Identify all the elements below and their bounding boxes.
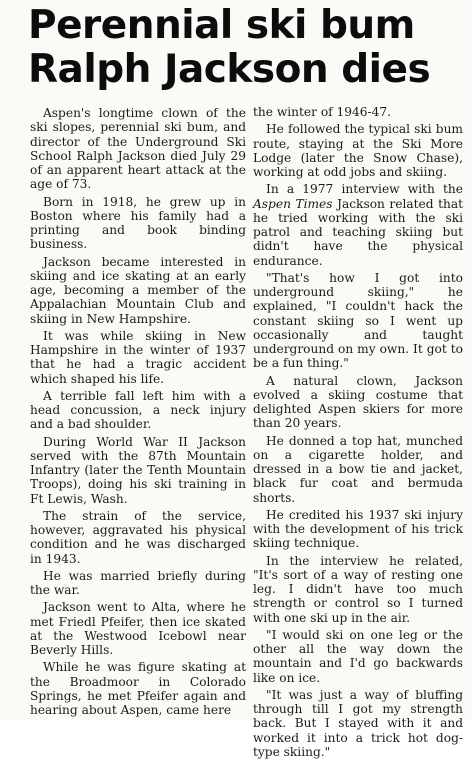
paragraph: It was while skiing in New Hampshire in the winter of 1937 that he had a tragic accident which shaped his life. [30,328,246,386]
paragraph: Jackson became interested in skiing and ice skating at an early age, becoming a member of the Appalachian Mountain Club and skiing in New Hampshire. [30,254,246,326]
paragraph: He was married briefly during the war. [30,568,246,597]
paragraph: "I would ski on one leg or the other all the way down the mountain and I'd go backwards like on ice. [253,627,463,685]
paragraph-continuation: the winter of 1946-47. [253,105,392,119]
paragraph: Aspen's longtime clown of the ski slopes, perennial ski bum, and director of the Underground Ski School Ralph Jackson died July 29 of an apparent heart attack at the age of 73. [30,106,246,192]
paragraph: During World War II Jackson served with the 87th Mountain Infantry (later the Tenth Mountain Troops), doing his ski training in Ft Lewis, Wash. [30,434,246,506]
paragraph: He followed the typical ski bum route, staying at the Ski More Lodge (later the Snow Chase), working at odd jobs and skiing. [253,122,463,179]
left-column [30,106,246,720]
paragraph: A terrible fall left him with a head concussion, a neck injury and a bad shoulder. [30,388,246,432]
paragraph: "That's how I got into underground skiing," he explained, "I couldn't hack the constant skiing so I went up occasionally and taught underground on my own. It got to be a fun thing." [253,270,463,371]
interview-text-before: In a 1977 interview with the [266,182,463,197]
paragraph: "It was just a way of bluffing through till I got my strength back. But I stayed with it and worked it into a trick hot dog-type skiing." [253,687,463,759]
paragraph: He credited his 1937 ski injury with the development of his trick skiing technique. [253,507,463,551]
paragraph: Jackson went to Alta, where he met Friedl Pfeifer, then ice skated at the Westwood Icebowl near Beverly Hills. [30,600,246,657]
right-column [253,105,463,762]
headline-line-2: Ralph Jackson dies [28,47,431,92]
paragraph: He donned a top hat, munched on a cigarette holder, and dressed in a bow tie and jacket, black fur coat and bermuda shorts. [253,433,463,505]
paragraph: Born in 1918, he grew up in Boston where his family had a printing and book binding business. [30,194,246,252]
paragraph: A natural clown, Jackson evolved a skiing costume that delighted Aspen skiers for more than 20 years. [253,373,463,431]
headline [28,4,468,92]
publication-name: Aspen Times [253,196,333,211]
paragraph: In the interview he related, "It's sort of a way of resting one leg. I didn't have too much strength or control so I turned with one ski up in the air. [253,553,463,625]
paragraph: The strain of the service, however, aggravated his physical condition and he was discharged in 1943. [30,508,246,566]
interview-paragraph [253,182,463,268]
interview-text-after: Jackson related that he tried working with the ski patrol and teaching skiing but didn't have the physical endurance. [253,196,463,268]
headline-line-1: Perennial ski bum [28,3,415,48]
paragraph: While he was figure skating at the Broadmoor in Colorado Springs, he met Pfeifer again and hearing about Aspen, came here [30,660,246,717]
